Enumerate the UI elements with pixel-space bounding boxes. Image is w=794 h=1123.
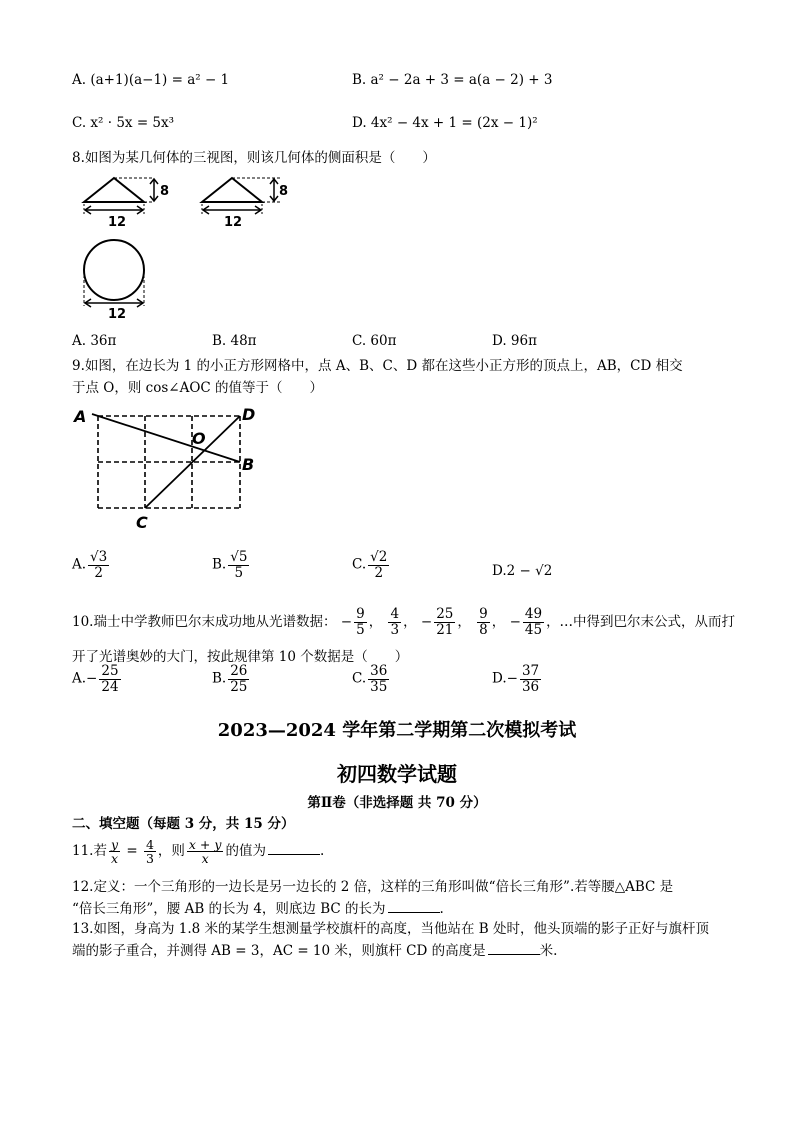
q9-option-b: B. $\frac{√5}{5}$ <box>212 549 248 581</box>
q9-option-d: D.2 − √2 <box>492 563 553 579</box>
front-height-label: 8 <box>160 184 170 199</box>
top-view <box>84 240 144 322</box>
q11-answer-blank[interactable] <box>268 842 320 855</box>
q10-option-d: D.− $\frac{37}{36}$ <box>492 663 540 695</box>
front-view <box>84 178 169 230</box>
q12-line2: “倍长三角形”，腰 AB 的长为 4，则底边 BC 的长为 . <box>72 901 444 917</box>
q9-stem-line2: 于点 O，则 cos∠AOC 的值等于（ ） <box>72 380 324 396</box>
q8-option-c: C. 60π <box>352 333 397 349</box>
q7-option-b: B. a² − 2a + 3 = a(a − 2) + 3 <box>352 72 553 88</box>
point-o-label: O <box>192 429 206 448</box>
q12-line1: 12.定义：一个三角形的一边长是另一边长的 2 倍，这样的三角形叫做“倍长三角形”.若等腰△ABC 是 <box>72 879 674 895</box>
q12-answer-blank[interactable] <box>388 900 440 913</box>
three-view-figure <box>72 168 312 328</box>
side-view <box>202 178 288 230</box>
q9-option-c: C. $\frac{√2}{2}$ <box>352 549 388 581</box>
q8-option-b: B. 48π <box>212 333 257 349</box>
section-title: 第Ⅱ卷（非选择题 共 70 分） <box>307 795 487 811</box>
point-d-label: D <box>242 405 256 424</box>
point-b-label: B <box>242 455 255 474</box>
part-heading: 二、填空题（每题 3 分，共 15 分） <box>72 816 295 832</box>
q8-option-a: A. 36π <box>72 333 117 349</box>
q10-stem-line2: 开了光谱奥妙的大门，按此规律第 10 个数据是（ ） <box>72 649 409 665</box>
q7-option-c: C. x² · 5x = 5x³ <box>72 115 175 131</box>
point-a-label: A <box>74 407 87 426</box>
q13-line1: 13.如图，身高为 1.8 米的某学生想测量学校旗杆的高度，当他站在 B 处时，他头顶端的影子正好与旗杆顶 <box>72 921 710 937</box>
side-height-label: 8 <box>279 184 289 199</box>
q10-option-c: C. $\frac{36}{35}$ <box>352 663 388 695</box>
q10-stem-line1: 10.瑞士中学教师巴尔末成功地从光谱数据： − $\frac{9}{5}$ ， $\frac{4}{3}$ ， − $\frac{25}{21}$ ， $\frac{9}{8}$ ， − $\frac{49}{45}$ ，…中得到巴尔末公式，从而打 <box>72 606 736 638</box>
point-c-label: C <box>136 513 148 532</box>
q10-option-a: A.− $\frac{25}{24}$ <box>72 663 119 695</box>
q10-option-b: B. $\frac{26}{25}$ <box>212 663 248 695</box>
q9-option-a: A. $\frac{√3}{2}$ <box>72 549 108 581</box>
exam-title: 2023—2024 学年第二学期第二次模拟考试 <box>217 720 577 741</box>
q8-option-d: D. 96π <box>492 333 537 349</box>
top-width-label: 12 <box>108 307 127 322</box>
q7-option-a: A. (a+1)(a−1) = a² − 1 <box>72 72 230 88</box>
q13-answer-blank[interactable] <box>488 942 540 955</box>
front-width-label: 12 <box>108 215 127 230</box>
side-width-label: 12 <box>224 215 243 230</box>
grid-figure <box>72 404 272 534</box>
q13-line2: 端的影子重合，并测得 AB = 3，AC = 10 米，则旗杆 CD 的高度是 米. <box>72 943 558 959</box>
q11-line: 11.若 $\frac{y}{x}$ = $\frac{4}{3}$ ，则 $\frac{x + y}{x}$ 的值为 . <box>72 836 325 866</box>
q9-stem-line1: 9.如图，在边长为 1 的小正方形网格中，点 A、B、C、D 都在这些小正方形的顶点上，AB，CD 相交 <box>72 358 683 374</box>
q8-stem: 8.如图为某几何体的三视图，则该几何体的侧面积是（ ） <box>72 150 436 166</box>
paper-title: 初四数学试题 <box>337 762 457 786</box>
q7-option-d: D. 4x² − 4x + 1 = (2x − 1)² <box>352 115 538 131</box>
